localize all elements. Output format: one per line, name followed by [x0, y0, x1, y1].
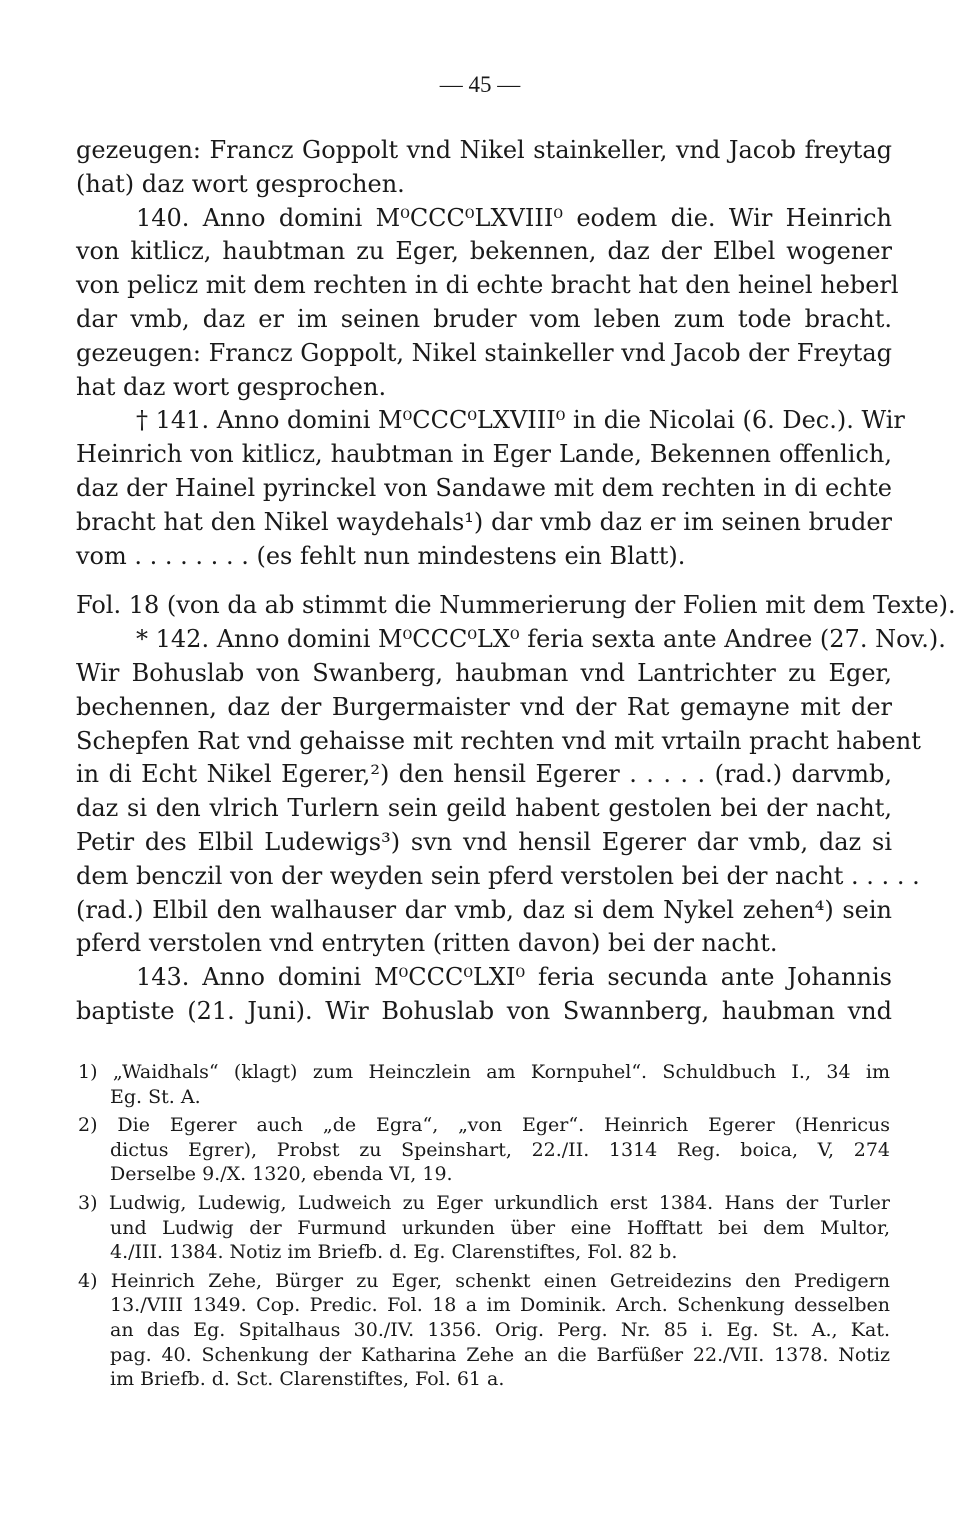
footnote-line: im Briefb. d. Sct. Clarenstiftes, Fol. 61 a. — [110, 1368, 505, 1391]
text-line: von kitlicz, haubtman zu Eger, bekennen, daz der Elbel wogener — [76, 237, 892, 266]
footnote-line: dictus Egrer), Probst zu Speinshart, 22./II. 1314 Reg. boica, V, 274 — [110, 1138, 890, 1161]
footnote-line: 1) „Waidhals“ (klagt) zum Heinczlein am Kornpuhel“. Schuldbuch I., 34 im — [78, 1061, 890, 1083]
text-line: hat daz wort gesprochen. — [76, 372, 387, 401]
footnote-line: 3) Ludwig, Ludewig, Ludweich zu Eger urkundlich erst 1384. Hans der Turler — [78, 1191, 890, 1214]
text-line: Schepfen Rat vnd gehaisse mit rechten vnd mit vrtailn pracht habent — [76, 726, 921, 755]
text-line: baptiste (21. Juni). Wir Bohuslab von Swannberg, haubman vnd — [76, 996, 892, 1025]
text-line: Petir des Elbil Ludewigs³) svn vnd hensil Egerer dar vmb, daz si — [76, 827, 892, 856]
text-line: 143. Anno domini M⁰CCC⁰LXI⁰ feria secunda ante Johannis — [136, 963, 892, 992]
text-line: vom . . . . . . . . (es fehlt nun mindestens ein Blatt). — [76, 541, 686, 570]
text-line: bechennen, daz der Burgermaister vnd der Rat gemayne mit der — [76, 692, 892, 721]
text-line: bracht hat den Nikel waydehals¹) dar vmb daz er im seinen bruder — [76, 507, 892, 536]
text-line: pferd verstolen vnd entryten (ritten davon) bei der nacht. — [76, 929, 778, 958]
footnote-line: Eg. St. A. — [110, 1085, 201, 1108]
text-line: (hat) daz wort gesprochen. — [76, 169, 405, 198]
text-line: daz der Hainel pyrinckel von Sandawe mit dem rechten in di echte — [76, 473, 892, 502]
footnote-line: 4) Heinrich Zehe, Bürger zu Eger, schenkt einen Getreidezins den Predigern — [78, 1269, 890, 1292]
footnotes — [78, 1060, 890, 1392]
text-line: gezeugen: Francz Goppolt, Nikel stainkeller vnd Jacob der Freytag — [76, 338, 892, 367]
text-line: 140. Anno domini M⁰CCC⁰LXVIII⁰ eodem die. Wir Heinrich — [136, 203, 892, 232]
footnote-line: pag. 40. Schenkung der Katharina Zehe an die Barfüßer 22./VII. 1378. Notiz — [110, 1343, 890, 1366]
footnote-line: Derselbe 9./X. 1320, ebenda VI, 19. — [110, 1163, 453, 1186]
text-line: in di Echt Nikel Egerer,²) den hensil Egerer . . . . . (rad.) darvmb, — [76, 760, 892, 789]
text-line: gezeugen: Francz Goppolt vnd Nikel stainkeller, vnd Jacob freytag — [76, 136, 892, 164]
text-line: * 142. Anno domini M⁰CCC⁰LX⁰ feria sexta ante Andree (27. Nov.). — [136, 625, 946, 654]
text-line: Wir Bohuslab von Swanberg, haubman vnd Lantrichter zu Eger, — [76, 658, 892, 687]
footnote-line: 2) Die Egerer auch „de Egra“, „von Eger“. Heinrich Egerer (Henricus — [78, 1114, 890, 1137]
footnote-line: 4./III. 1384. Notiz im Briefb. d. Eg. Clarenstiftes, Fol. 82 b. — [110, 1241, 678, 1264]
text-line: Heinrich von kitlicz, haubtman in Eger Lande, Bekennen offenlich, — [76, 440, 892, 469]
body-text — [76, 134, 956, 1029]
text-line: † 141. Anno domini M⁰CCC⁰LXVIII⁰ in die Nicolai (6. Dec.). Wir — [136, 406, 905, 435]
text-line: dar vmb, daz er im seinen bruder vom leben zum tode bracht. — [76, 304, 892, 333]
text-line: Fol. 18 (von da ab stimmt die Nummerierung der Folien mit dem Texte). — [76, 591, 956, 620]
footnote-line: und Ludwig der Furmund urkunden über eine Hofftatt bei dem Multor, — [110, 1216, 890, 1239]
text-line: (rad.) Elbil den walhauser dar vmb, daz si dem Nykel zehen⁴) sein — [76, 895, 892, 924]
footnote-line: 13./VIII 1349. Cop. Predic. Fol. 18 a im Dominik. Arch. Schenkung desselben — [110, 1294, 890, 1317]
text-line: daz si den vlrich Turlern sein geild habent gestolen bei der nacht, — [76, 794, 892, 823]
text-line: von pelicz mit dem rechten in di echte bracht hat den heinel heberl — [76, 271, 899, 300]
text-line: dem benczil von der weyden sein pferd verstolen bei der nacht . . . . . — [76, 861, 920, 890]
footnote-line: an das Eg. Spitalhaus 30./IV. 1356. Orig. Perg. Nr. 85 i. Eg. St. A., Kat. — [110, 1318, 890, 1341]
page-number: — 45 — — [439, 72, 521, 97]
